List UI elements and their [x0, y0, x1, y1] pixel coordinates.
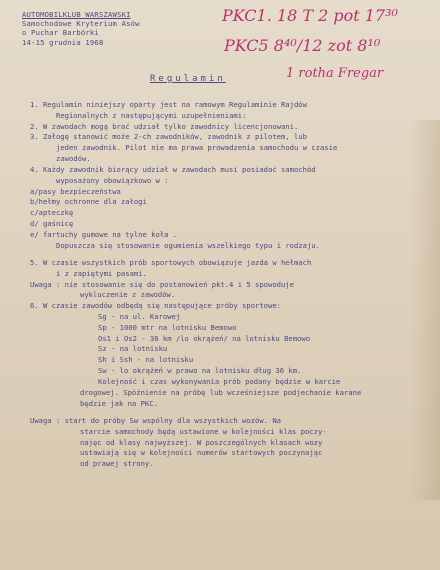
text-line: 1. Regulamin niniejszy oparty jest na ramowym Regulaminie Rajdów	[30, 100, 307, 109]
handwritten-note-3: 1 rotha Fregar	[286, 66, 384, 81]
text-line: 6. W czasie zawodów odbędą się następujące próby sportowe:	[30, 301, 281, 311]
text-line: Sp - 1000 mtr na lotnisku Bemowo	[98, 322, 237, 332]
text-line: a/pasy bezpieczeństwa	[30, 186, 121, 196]
text-line: Uwaga : nie stosowanie się do postanowień pkt.4 i 5 spowoduje	[30, 279, 294, 289]
handwritten-note-2: PKC5 8⁴⁰/12 zot 8¹⁰	[224, 36, 381, 55]
event-name: Samochodowe Kryterium Asów	[22, 19, 140, 29]
event-trophy: o Puchar Barbórki	[22, 28, 99, 38]
text-line: od prawej strony.	[80, 459, 154, 469]
text-line: b/hełmy ochronne dla załogi	[30, 197, 147, 207]
text-line: zawodów.	[56, 154, 91, 164]
text-line: Regionalnych z następującymi uzupełnieniami:	[56, 110, 247, 120]
text-line: 5. W czasie wszystkich prób sportowych obowiązuje jazda w hełmach	[30, 257, 312, 267]
text-line: ustawiają się w kolejności numerów startowych poczynając	[80, 448, 323, 458]
handwritten-note-1: PKC1. 18 T 2 pot 17³⁰	[222, 6, 398, 25]
text-line: będzie jak na PKC.	[80, 398, 158, 408]
document-header	[22, 10, 140, 47]
text-line: i z zapiętymi pasami.	[56, 268, 147, 278]
text-line: Sg - na ul. Karowej	[98, 312, 181, 322]
event-date: 14-15 grudnia 1968	[22, 37, 104, 47]
text-line: c/apteczkę	[30, 208, 74, 218]
text-line: 4. Każdy zawodnik biorący udział w zawodach musi posiadać samochód	[30, 164, 316, 174]
text-line: Kolejność i czas wykonywania prób podany będzie w karcie	[98, 376, 341, 386]
text-line: Dopuszcza się stosowanie ogumienia wszelkiego typu i rodzaju.	[56, 240, 320, 250]
text-line: wykluczenie z zawodów.	[80, 290, 176, 300]
line-gap	[30, 251, 422, 256]
regulation-body	[30, 100, 422, 470]
text-line: 2. W zawodach mogą brać udział tylko zawodnicy licencjonowani.	[30, 121, 299, 131]
text-line: Sh i Ssh - na lotnisku	[98, 355, 194, 365]
text-line: najęc od klasy najwyższej. W poszczególnych klasach wozy	[80, 437, 323, 447]
text-line: Sw - lo okrążeń w prawo na lotnisku dług 36 km.	[98, 366, 302, 376]
text-line: e/ fartuchy gumowe na tylne koła .	[30, 229, 178, 239]
organizer-name: AUTOMOBILKLUB WARSZAWSKI	[22, 10, 131, 19]
text-line: jeden zawodnik. Pilot nie ma prawa prowadzenia samochodu w czasie	[56, 143, 338, 153]
text-line: Os1 i Os2 - 36 km /lo okrążeń/ na lotnisku Bemowo	[98, 333, 311, 343]
text-line: wyposażony obowiązkowo w :	[56, 175, 169, 185]
text-line: drogowej. Spóźnienie na próbę lub wcześniejsze podjechanie karane	[80, 387, 362, 397]
line-gap	[30, 409, 422, 414]
document-title: Regulamin	[150, 74, 226, 84]
text-line: 3. Załogę stanowić może 2-ch zawodników, zawodnik z pilotem, lub	[30, 132, 307, 142]
text-line: d/ gaśnicę	[30, 218, 74, 228]
text-line: Sz - na lotnisku	[98, 344, 168, 354]
text-line: Uwaga : start do próby Sw wspólny dla wszystkich wozów. Na	[30, 415, 281, 425]
text-line: starcie samochody będą ustawione w kolejności klas poczy-	[80, 426, 327, 436]
